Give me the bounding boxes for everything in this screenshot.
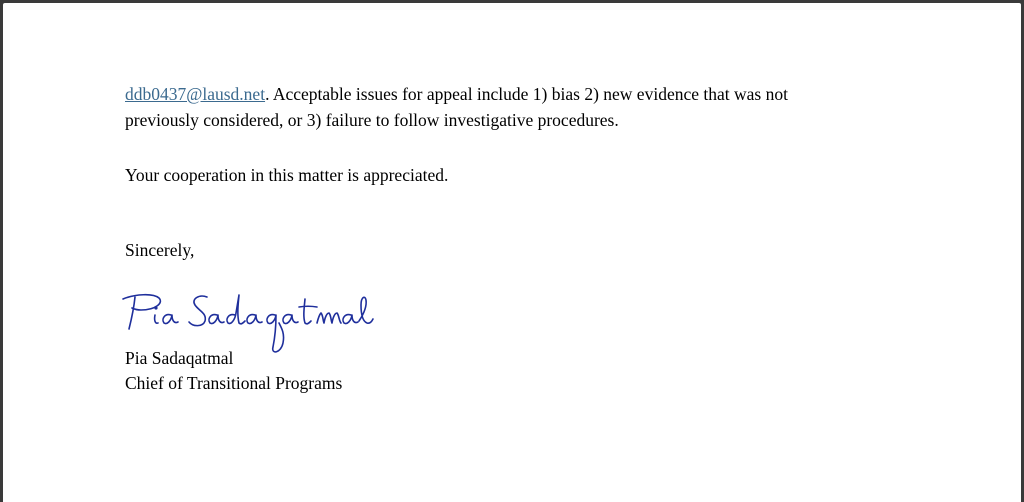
signer-title: Chief of Transitional Programs xyxy=(125,373,343,393)
email-link[interactable]: ddb0437@lausd.net xyxy=(125,84,266,104)
appeal-text-line1: . Acceptable issues for appeal include 1) bias 2) new evidence that was not xyxy=(265,84,788,104)
appeal-text-line2: previously considered, or 3) failure to follow investigative procedures. xyxy=(125,110,619,130)
closing-salutation: Sincerely, xyxy=(125,240,195,260)
cooperation-paragraph: Your cooperation in this matter is appreciated. xyxy=(125,165,449,185)
document-page xyxy=(3,3,1021,502)
signature-block xyxy=(125,346,342,396)
appeal-paragraph xyxy=(125,81,788,133)
signer-name: Pia Sadaqatmal xyxy=(125,348,234,368)
